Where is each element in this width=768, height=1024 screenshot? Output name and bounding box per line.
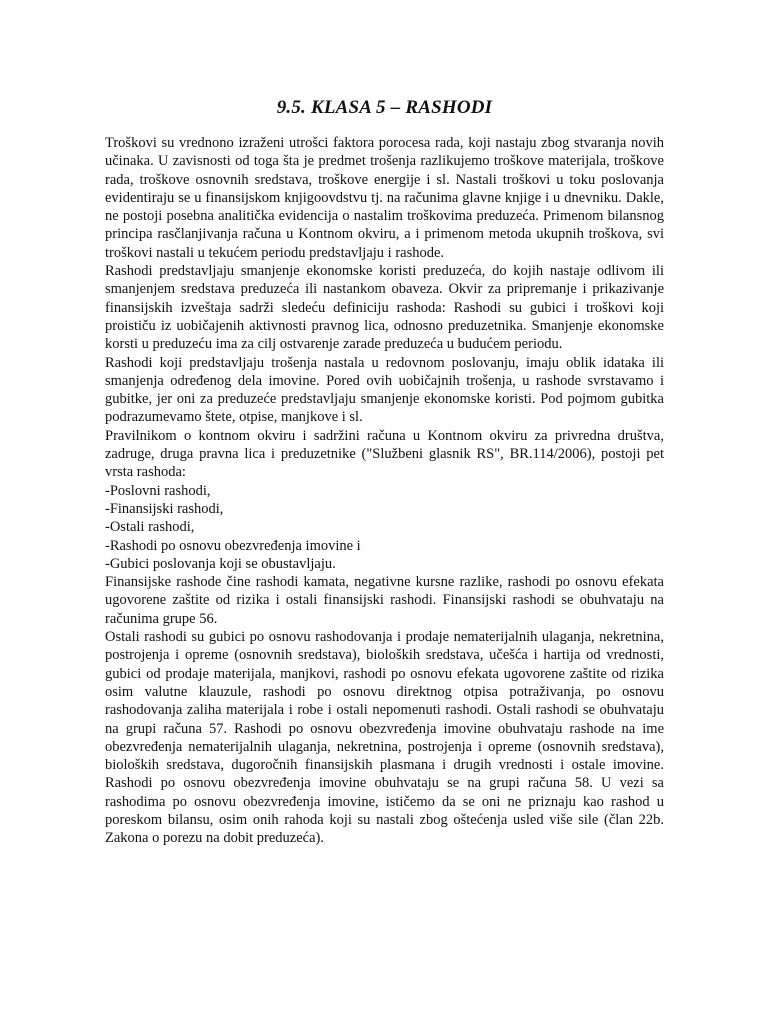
document-page <box>105 96 664 848</box>
expense-types-list <box>105 482 664 573</box>
list-item: -Rashodi po osnovu obezvređenja imovine i <box>105 537 361 554</box>
paragraph-costs: Troškovi su vrednono izraženi utrošci faktora porocesa rada, koji nastaju zbog stvaranja novih učinaka. U zavisnosti od toga šta je predmet trošenja razlikujemo troškove materijala, troškove rada, troškove osnovnih sredstava, troškove energije i sl. Nastali troškovi u toku poslovanja evidentiraju se u finansijskom knjigoovdstvu tj. na računima glavne knjige i u dnevniku. Dakle, ne postoji posebna analitička evidencija o nastalim troškovima preduzeća. Primenom bilansnog principa rasčlanjivanja računa u Kontnom okviru, a i primenom metoda ukupnih troškova, svi troškovi nastali u tekućem periodu predstavljaju i rashode. <box>105 135 664 261</box>
paragraph-other-expenses: Ostali rashodi su gubici po osnovu rashodovanja i prodaje nematerijalnih ulaganja, nekretnina, postrojenja i opreme (osnovnih sredstava), bioloških sredstava, učešća i hartija od vrednosti, gubici od prodaje materijala, manjkovi, rashodi po osnovu efekata ugovorene zaštite od rizika osim valutne klauzule, rashodi po osnovu direktnog otpisa potraživanja, po osnovu rashodovanja zaliha materijala i robe i ostali nepomenuti rashodi. Ostali rashodi se obuhvataju na grupi računa 57. Rashodi po osnovu obezvređenja imovine obuhvataju rashode na ime obezvređenja nematerijalnih ulaganja, nekretnina, postrojenja i opreme (osnovnih sredstava), bioloških sredstava, dugoročnih finansijskih plasmana i drugih vrednosti i ostale imovine. Rashodi po osnovu obezvređenja imovine obuhvataju se na grupi računa 58. U vezi sa rashodima po osnovu obezvređenja imovine, ističemo da se oni ne priznaju kao rashod u poreskom bilansu, osim onih rahoda koji su nastali zbog oštećenja usled više sile (član 22b. Zakona o porezu na dobit preduzeća). <box>105 629 664 847</box>
list-item: -Ostali rashodi, <box>105 519 195 536</box>
paragraph-financial-expenses: Finansijske rashode čine rashodi kamata, negativne kursne razlike, rashodi po osnovu efekata ugovorene zaštite od rizika i ostali finansijski rashodi. Finansijski rashodi se obuhvataju na računima grupe 56. <box>105 574 664 627</box>
section-title: 9.5. KLASA 5 – RASHODI <box>276 97 493 118</box>
list-item: -Poslovni rashodi, <box>105 482 211 499</box>
paragraph-expense-definition: Rashodi predstavljaju smanjenje ekonomske koristi preduzeća, do kojih nastaje odlivom ili smanjenjem sredstava preduzeća ili nastankom obaveza. Okvir za pripremanje i prikazivanje finansijskih izveštaja sadrži sledeću definiciju rashoda: Rashodi su gubici i troškovi koji proističu iz uobičajenih aktivnosti pravnog lica, odnosno preduzetnika. Smanjenje ekonomske korsti u preduzeću ima za cilj ostvarenje zarade preduzeća u budućem periodu. <box>105 263 664 353</box>
list-item: -Gubici poslovanja koji se obustavljaju. <box>105 555 336 572</box>
paragraph-regulation: Pravilnikom o kontnom okviru i sadržini računa u Kontnom okviru za privredna društva, zadruge, druga pravna lica i preduzetnike ("Službeni glasnik RS", BR.114/2006), postoji pet vrsta rashoda: <box>105 427 664 481</box>
paragraph-expense-forms: Rashodi koji predstavljaju trošenja nastala u redovnom poslovanju, imaju oblik idataka ili smanjenja određenog dela imovine. Pored ovih uobičajnih trošenja, u rashode svrstavamo i gubitke, jer oni za preduzeće predstavljaju smanjenje ekonomske koristi. Pod pojmom gubitka podrazumevamo štete, otpise, manjkove i sl. <box>105 354 664 426</box>
list-item: -Finansijski rashodi, <box>105 500 224 517</box>
